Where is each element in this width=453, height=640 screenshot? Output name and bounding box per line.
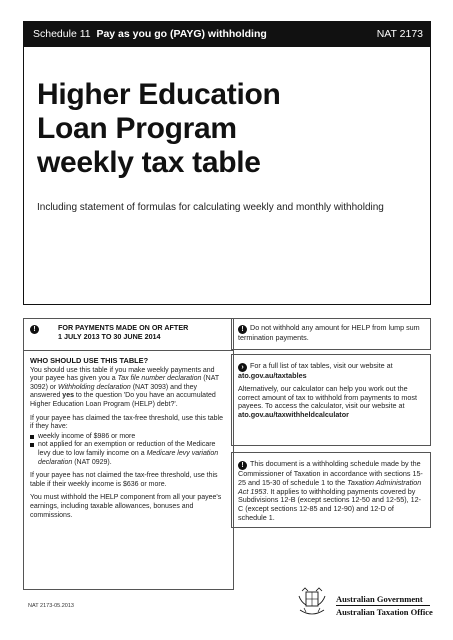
government-name: Australian Government xyxy=(336,594,423,604)
header-band xyxy=(23,21,431,47)
coat-of-arms-icon xyxy=(296,586,328,620)
list-item: weekly income of $986 or more xyxy=(30,433,227,442)
title-line-3: weekly tax table xyxy=(37,146,261,179)
title-line-2: Loan Program xyxy=(37,112,237,145)
left-panel xyxy=(23,318,234,590)
schedule-title: Pay as you go (PAYG) withholding xyxy=(96,28,267,40)
tax-tables-link[interactable]: ato.gov.au/taxtables xyxy=(238,371,307,380)
title-line-1: Higher Education xyxy=(37,78,281,111)
notice-line-2: 1 JULY 2013 TO 30 JUNE 2014 xyxy=(58,331,161,341)
exclamation-icon: ! xyxy=(238,325,247,334)
logo-divider xyxy=(336,605,430,606)
no-threshold-paragraph: If your payee has not claimed the tax-free threshold, use this table if their weekly income is $636 or more. xyxy=(30,472,218,488)
payment-period-notice xyxy=(24,319,233,351)
who-should-use-section xyxy=(24,351,233,520)
legal-notice: ! This document is a withholding schedule made by the Commissioner of Taxation in accordance with sections 15-25 and 15-30 of schedule 1 to the Taxation Administration Act 1953. It applies to withholding payments covered by Subdivisions 12-B (except sections 12-50 and 12-55), 12-C (except sections 12-85 and 12-90) and 12-D of schedule 1. xyxy=(231,452,431,528)
usage-paragraph: You should use this table if you make weekly payments and your payee has given you a Tax file number declaration (NAT 3092) or Withholding declaration (NAT 3093) and they answered yes to the question 'Do you have an accumulated Higher Education Loan Program (HELP) debt?'. xyxy=(30,366,219,408)
page-subtitle: Including statement of formulas for calculating weekly and monthly withholding xyxy=(37,202,384,213)
tax-tables-info: › For a full list of tax tables, visit our website at ato.gov.au/taxtables Alternatively, our calculator can help you work out the correct amount of tax to withhold from payments to most payees. To access the calculator, visit our website at ato.gov.au/taxwithheldcalculator xyxy=(231,354,431,446)
calculator-text: Alternatively, our calculator can help you work out the correct amount of tax to withhold from payments to most payees. To access the calculator, visit our website at xyxy=(238,383,417,411)
withhold-paragraph: You must withhold the HELP component from all your payee's earnings, including taxable allowances, bonuses and commissions. xyxy=(30,494,222,519)
exclamation-icon: ! xyxy=(30,325,39,334)
list-item: not applied for an exemption or reduction of the Medicare levy due to low family income on a Medicare levy variation declaration (NAT 0929). xyxy=(30,441,227,467)
chevron-right-icon: › xyxy=(238,363,247,372)
schedule-label: Schedule 11 Pay as you go (PAYG) withholding xyxy=(33,28,267,40)
nat-code: NAT 2173 xyxy=(376,28,423,40)
calculator-link[interactable]: ato.gov.au/taxwithheldcalculator xyxy=(238,410,349,420)
section-heading: WHO SHOULD USE THIS TABLE? xyxy=(30,356,149,365)
agency-name: Australian Taxation Office xyxy=(336,607,433,617)
document-code: NAT 2173-05.2013 xyxy=(28,603,74,609)
page-title xyxy=(37,78,397,180)
lump-sum-notice: ! Do not withhold any amount for HELP from lump sum termination payments. xyxy=(231,318,431,350)
exclamation-icon: ! xyxy=(238,461,247,470)
threshold-paragraph: If your payee has claimed the tax-free threshold, use this table if they have: xyxy=(30,414,223,431)
government-logo xyxy=(296,586,436,622)
notice-line-1: FOR PAYMENTS MADE ON OR AFTER xyxy=(58,323,189,332)
